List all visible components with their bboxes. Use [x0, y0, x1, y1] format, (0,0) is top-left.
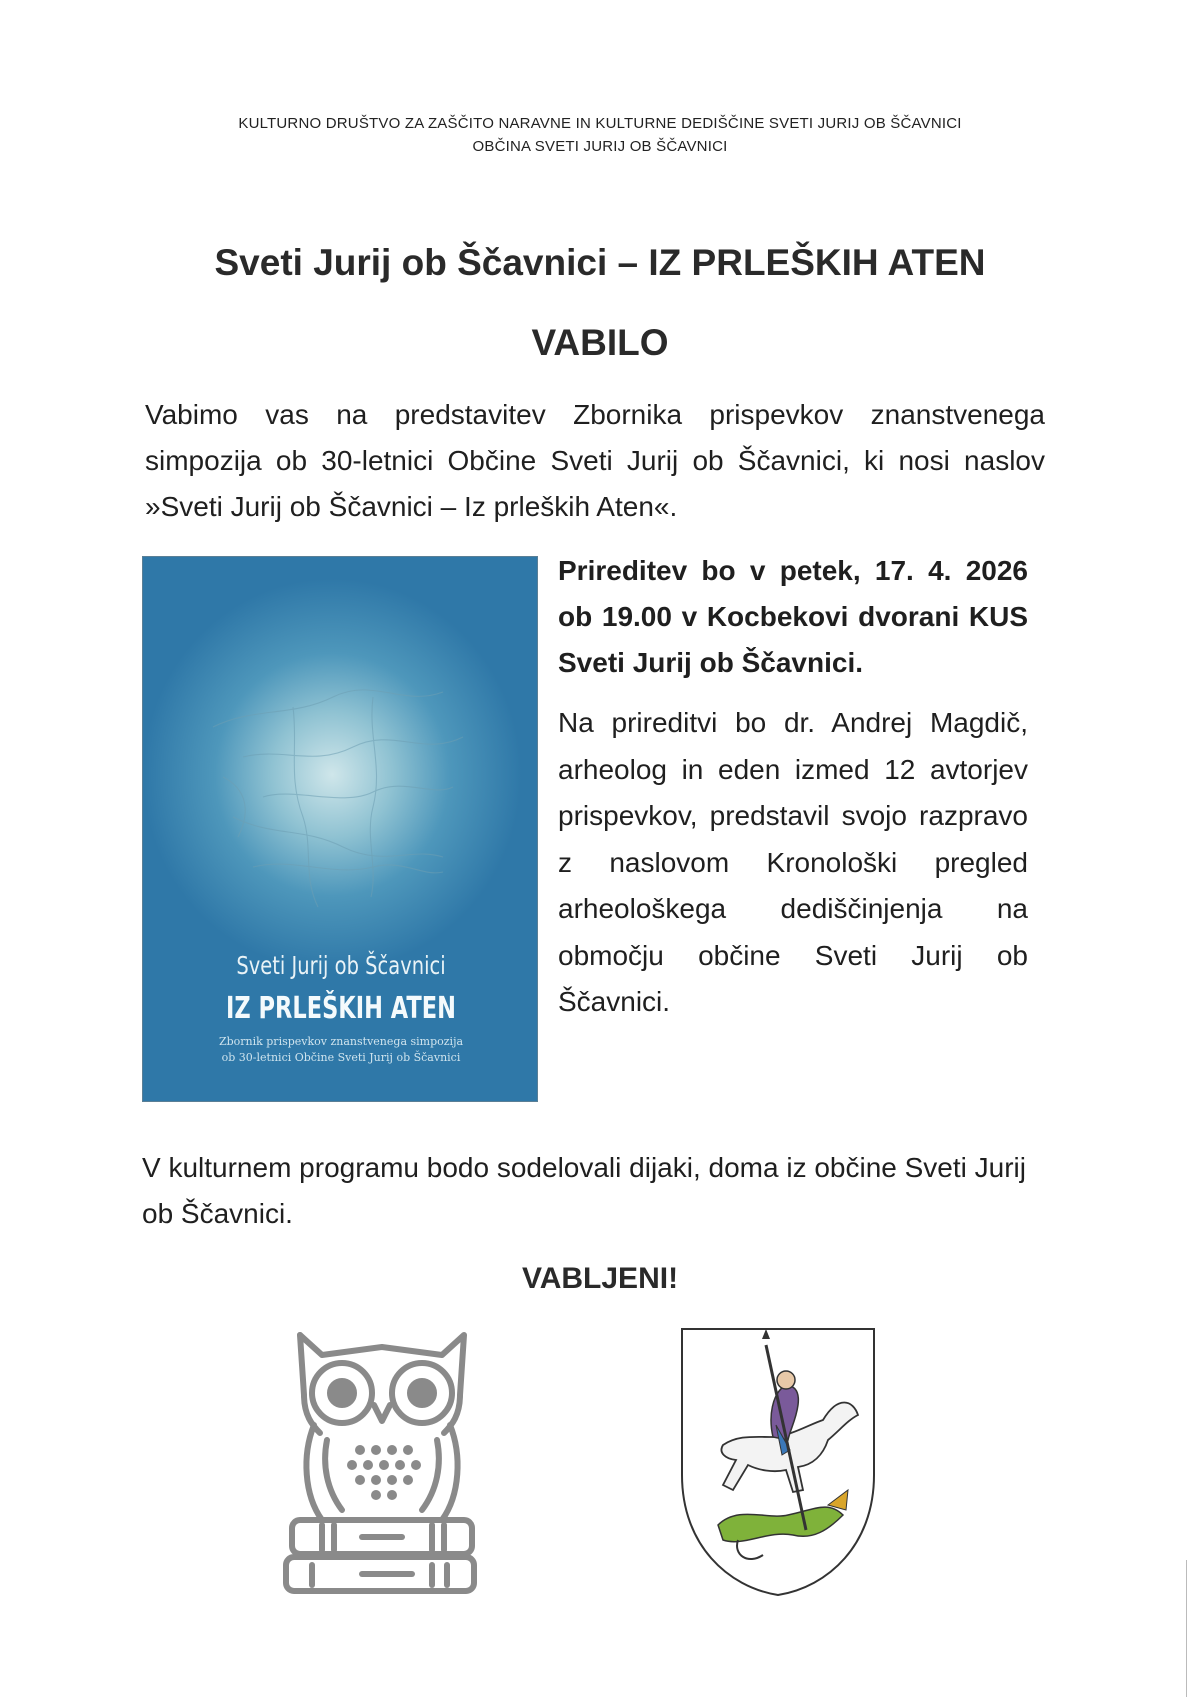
- cultural-program-paragraph: V kulturnem programu bodo sodelovali dijaki, doma iz občine Sveti Jurij ob Ščavnici.: [142, 1152, 1026, 1229]
- invitation-heading: VABILO: [531, 322, 669, 363]
- intro-paragraph: Vabimo vas na predstavitev Zbornika prispevkov znanstvenega simpozija ob 30-letnici Občine Sveti Jurij ob Ščavnici, ki nosi naslov »Sveti Jurij ob Ščavnici – Iz prleških Aten«.: [145, 399, 1045, 522]
- book-subtitle-line-2: ob 30-letnici Občine Sveti Jurij ob Ščavnici: [221, 1051, 461, 1064]
- owl-on-books-icon: [282, 1325, 482, 1597]
- organizer-line-2: OBČINA SVETI JURIJ OB ŠČAVNICI: [472, 138, 728, 155]
- book-title-line-1: Sveti Jurij ob Ščavnici: [236, 951, 446, 980]
- document-title: Sveti Jurij ob Ščavnici – IZ PRLEŠKIH ATEN: [214, 242, 986, 283]
- book-title-line-2: IZ PRLEŠKIH ATEN: [226, 991, 456, 1026]
- organizer-header: [0, 112, 1200, 158]
- coat-of-arms-saint-george-icon: [678, 1325, 878, 1597]
- scan-edge-line: [1186, 1560, 1187, 1697]
- book-subtitle-line-1: Zbornik prispevkov znanstvenega simpozija: [218, 1035, 464, 1048]
- event-date-location: Prireditev bo v petek, 17. 4. 2026 ob 19.00 v Kocbekovi dvorani KUS Sveti Jurij ob Ščavnici.: [558, 555, 1028, 678]
- closing-invitation: VABLJENI!: [521, 1262, 679, 1295]
- event-description: Na prireditvi bo dr. Andrej Magdič, arheolog in eden izmed 12 avtorjev prispevkov, predstavil svojo razpravo z naslovom Kronološki pregled arheološkega dediščinjenja na območju občine Sveti Jurij ob Ščavnici.: [558, 707, 1028, 1017]
- book-cover-image: [142, 556, 538, 1102]
- organizer-line-1: KULTURNO DRUŠTVO ZA ZAŠČITO NARAVNE IN KULTURNE DEDIŠČINE SVETI JURIJ OB ŠČAVNICI: [238, 115, 962, 132]
